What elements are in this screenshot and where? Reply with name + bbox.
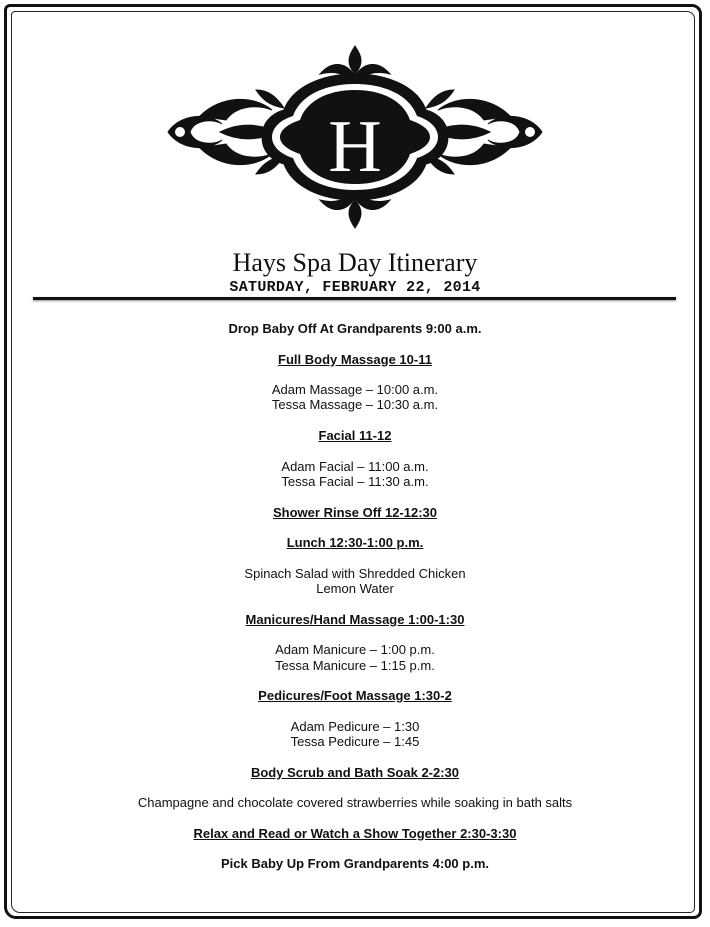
pedicures-heading: Pedicures/Foot Massage 1:30-2 (258, 688, 452, 704)
massage-line: Adam Massage – 10:00 a.m. (271, 382, 439, 398)
pedicure-line: Tessa Pedicure – 1:45 (290, 734, 420, 750)
relax-heading: Relax and Read or Watch a Show Together 2:30-3:30 (193, 825, 517, 841)
facial-line: Adam Facial – 11:00 a.m. (281, 458, 429, 474)
event-date: SATURDAY, FEBRUARY 22, 2014 (229, 279, 481, 296)
page-title: Hays Spa Day Itinerary (232, 248, 478, 277)
monogram-logo (160, 44, 550, 230)
massage-section (40, 352, 670, 367)
pick-up-item: Pick Baby Up From Grandparents 4:00 p.m. (220, 856, 490, 872)
drop-off-item: Drop Baby Off At Grandparents 9:00 a.m. (228, 321, 482, 336)
lunch-line: Lemon Water (316, 581, 394, 597)
scrub-heading: Body Scrub and Bath Soak 2-2:30 (250, 764, 460, 780)
facial-heading: Facial 11-12 (318, 428, 392, 444)
title-divider (33, 297, 676, 300)
scrub-line: Champagne and chocolate covered strawberries while soaking in bath salts (137, 795, 573, 811)
massage-line: Tessa Massage – 10:30 a.m. (271, 397, 439, 413)
facial-line: Tessa Facial – 11:30 a.m. (281, 473, 429, 489)
lunch-heading: Lunch 12:30-1:00 p.m. (286, 535, 424, 551)
monogram-letter: H (328, 106, 382, 188)
massage-heading: Full Body Massage 10-11 (278, 351, 432, 367)
manicures-heading: Manicures/Hand Massage 1:00-1:30 (245, 611, 465, 627)
shower-heading: Shower Rinse Off 12-12:30 (273, 504, 437, 520)
manicure-line: Tessa Manicure – 1:15 p.m. (275, 657, 435, 673)
pedicure-line: Adam Pedicure – 1:30 (290, 718, 420, 734)
lunch-line: Spinach Salad with Shredded Chicken (244, 565, 466, 581)
manicure-line: Adam Manicure – 1:00 p.m. (275, 642, 435, 658)
itinerary (40, 321, 670, 887)
